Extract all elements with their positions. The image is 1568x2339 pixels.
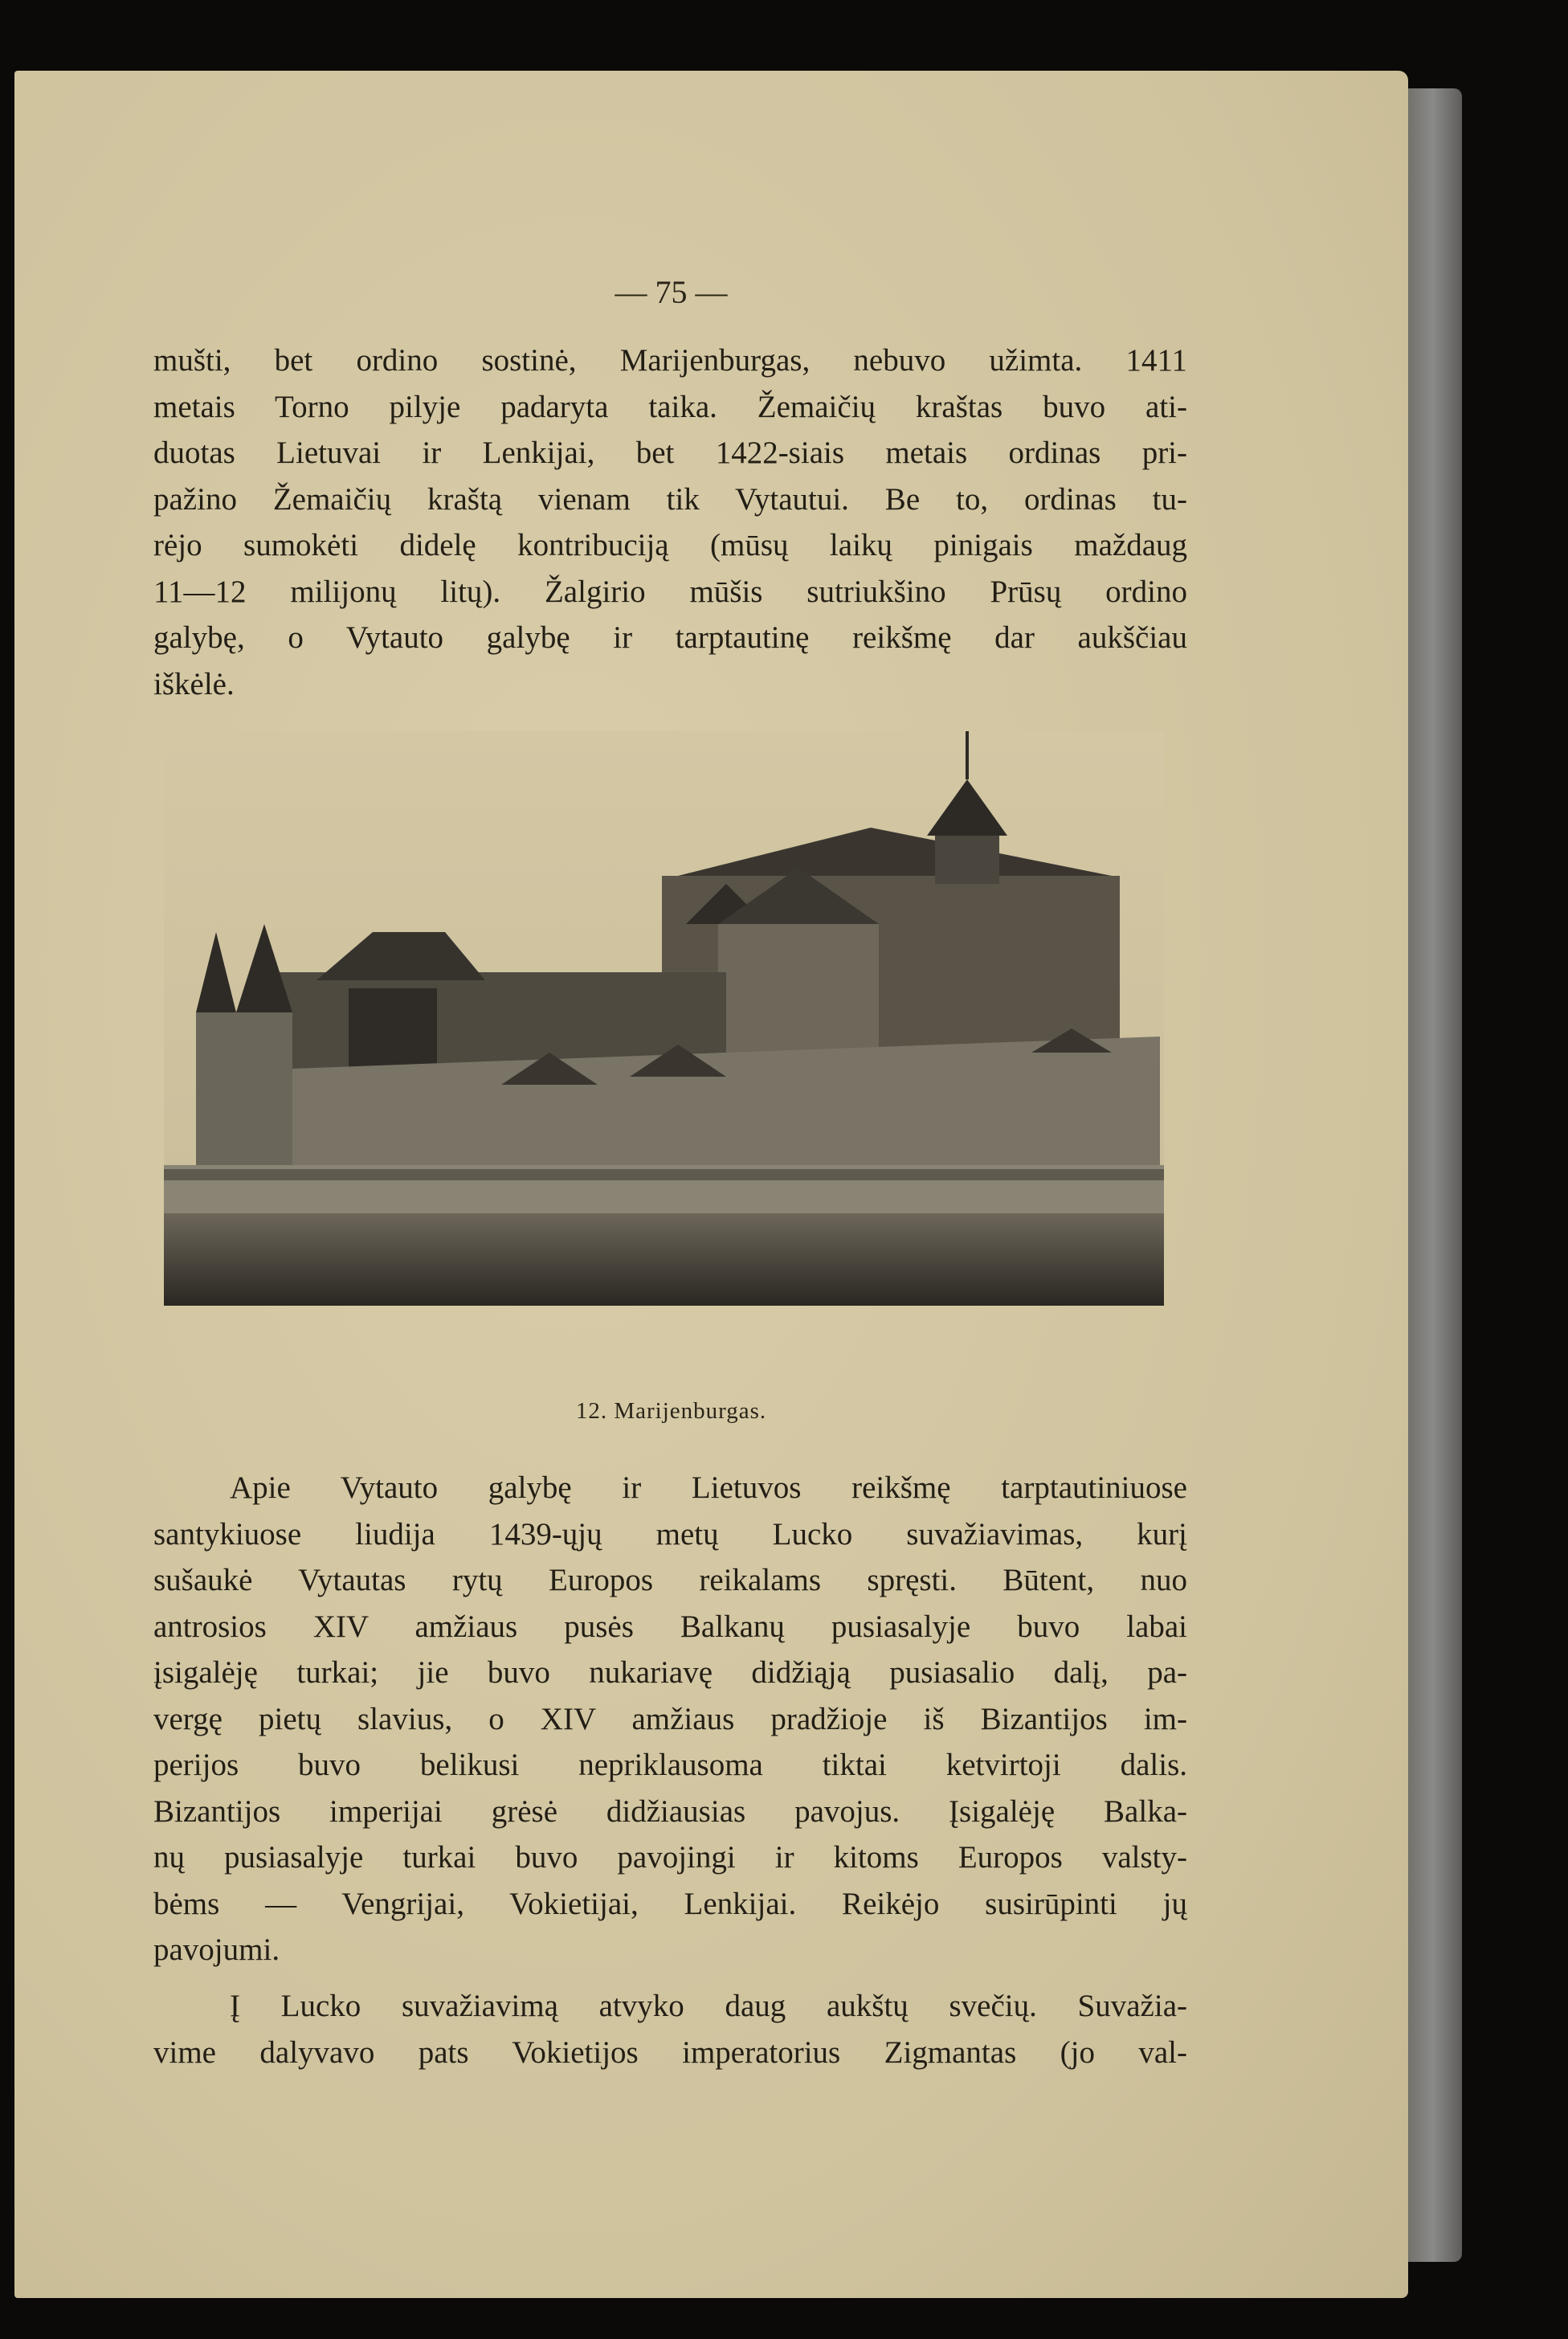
castle-photograph — [164, 731, 1164, 1306]
text-line: perijos buvo belikusi nepriklausoma tiktai ketvirtoji dalis. — [153, 1748, 1187, 1782]
text-line: vergę pietų slavius, o XIV amžiaus pradžioje iš Bizantijos im- — [153, 1701, 1187, 1736]
paragraph-3 — [153, 1983, 1187, 2075]
page-number: — 75 — — [615, 274, 728, 310]
text-line: bėms — Vengrijai, Vokietijai, Lenkijai. Reikėjo susirūpinti jų — [153, 1886, 1187, 1921]
text-line: Apie Vytauto galybę ir Lietuvos reikšmę tarptautiniuose — [230, 1470, 1187, 1505]
text-line: pavojumi. — [153, 1932, 280, 1967]
paragraph-1 — [153, 337, 1187, 707]
text-line: duotas Lietuvai ir Lenkijai, bet 1422-siais metais ordinas pri- — [153, 435, 1187, 470]
text-line: Į Lucko suvažiavimą atvyko daug aukštų svečių. Suvažia- — [230, 1989, 1187, 2023]
figure-caption: 12. Marijenburgas. — [575, 1398, 767, 1424]
text-line: įsigalėję turkai; jie buvo nukariavę didžiąją pusiasalio dalį, pa- — [153, 1655, 1187, 1690]
text-line: antrosios XIV amžiaus pusės Balkanų pusiasalyje buvo labai — [153, 1609, 1187, 1644]
text-line: sušaukė Vytautas rytų Europos reikalams spręsti. Būtent, nuo — [153, 1563, 1187, 1597]
book-page — [14, 71, 1408, 2298]
text-line: santykiuose liudija 1439-ųjų metų Lucko suvažiavimas, kurį — [153, 1516, 1187, 1552]
paragraph-2 — [153, 1465, 1187, 1973]
text-line: 11—12 milijonų litų). Žalgirio mūšis sutriukšino Prūsų ordino — [153, 574, 1187, 609]
text-line: vime dalyvavo pats Vokietijos imperatorius Zigmantas (jo val- — [153, 2034, 1187, 2070]
text-line: iškėlė. — [153, 666, 235, 701]
text-line: galybę, o Vytauto galybę ir tarptautinę reikšmę dar aukščiau — [153, 620, 1187, 655]
text-line: metais Torno pilyje padaryta taika. Žemaičių kraštas buvo ati- — [153, 389, 1187, 424]
text-line: Bizantijos imperijai grėsė didžiausias pavojus. Įsigalėję Balka- — [153, 1793, 1187, 1829]
text-line: pažino Žemaičių kraštą vienam tik Vytautui. Be to, ordinas tu- — [153, 481, 1187, 517]
text-line: nų pusiasalyje turkai buvo pavojingi ir kitoms Europos valsty- — [153, 1840, 1187, 1875]
text-line: mušti, bet ordino sostinė, Marijenburgas, nebuvo užimta. 1411 — [153, 343, 1187, 378]
text-line: rėjo sumokėti didelę kontribuciją (mūsų laikų pinigais maždaug — [153, 528, 1187, 562]
